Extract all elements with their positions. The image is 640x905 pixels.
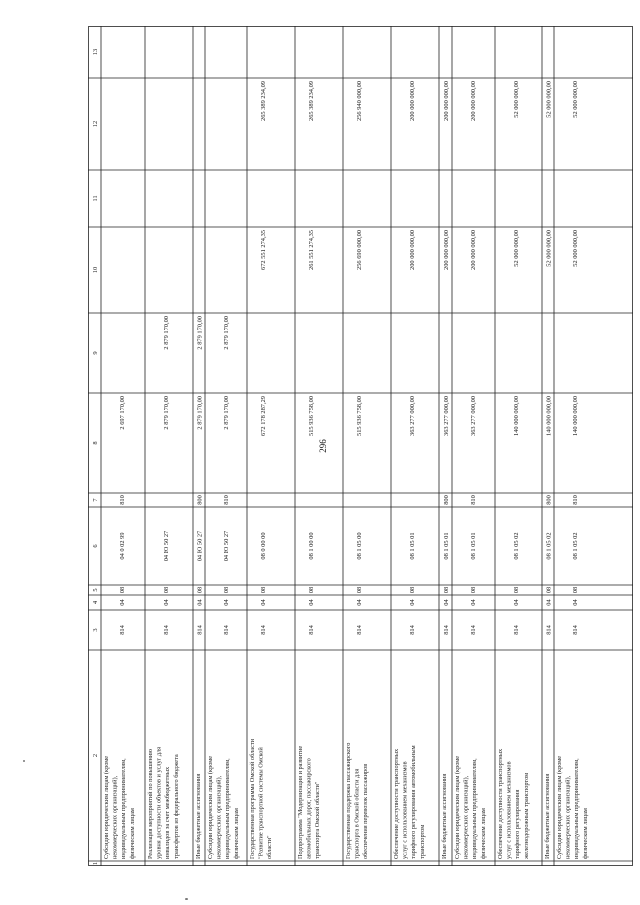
grbs-value: 814 xyxy=(119,625,126,635)
subsection-value: 08 xyxy=(260,586,267,594)
col-10-value: 52 000 000,00 xyxy=(572,230,579,267)
target-article-value: 08 1 00 00 xyxy=(308,532,315,560)
item-name-line: некоммерческих организаций), xyxy=(564,775,572,859)
target-article-value: 08 0 00 00 xyxy=(260,532,267,560)
subsection-value: 08 xyxy=(470,586,477,594)
grbs-value: 814 xyxy=(260,625,267,635)
col-8-value: 2 879 170,00 xyxy=(163,396,170,430)
section-value: 04 xyxy=(409,599,416,606)
item-name-line: индивидуальным предпринимателям, xyxy=(120,758,128,859)
col-10-value: 261 551 274,35 xyxy=(308,230,315,270)
item-name-line: уровня доступности объектов и услуг для xyxy=(155,746,163,859)
col-10-value: 52 000 000,00 xyxy=(545,230,553,267)
col-9-value: 2 879 170,00 xyxy=(163,316,170,350)
table-row xyxy=(249,81,273,859)
col-8-value: 140 000 000,00 xyxy=(545,396,553,436)
item-name-line: индивидуальным предпринимателям, xyxy=(573,758,581,859)
column-number: 6 xyxy=(92,544,99,548)
subsection-value: 08 xyxy=(545,586,553,594)
section-value: 04 xyxy=(196,599,204,606)
section-value: 04 xyxy=(356,599,363,606)
item-name-line: автомобильных дорог, пассажирского xyxy=(305,758,313,859)
table-row xyxy=(441,81,450,859)
target-article-value: 08 1 05 01 xyxy=(442,532,450,560)
item-name-line: Субсидии юридическим лицам (кроме xyxy=(556,755,563,859)
column-number: 8 xyxy=(92,441,99,445)
table-row xyxy=(497,81,530,860)
column-number: 5 xyxy=(92,588,99,592)
item-name-line: "Развитие транспортной системы Омской xyxy=(257,747,265,859)
item-name-line: некоммерческих организаций), xyxy=(215,775,223,859)
column-number: 2 xyxy=(92,753,99,758)
item-name-line: транспортом xyxy=(418,824,426,859)
expense-type-value: 800 xyxy=(545,495,553,505)
col-10-value: 200 000 000,00 xyxy=(442,230,450,270)
col-8-value: 140 000 000,00 xyxy=(513,396,520,436)
table-row xyxy=(454,81,487,859)
expense-type-value: 810 xyxy=(119,495,126,505)
table-row xyxy=(345,81,369,859)
section-value: 04 xyxy=(308,599,315,606)
column-number: 3 xyxy=(92,628,99,632)
table-row xyxy=(207,316,240,859)
col-9-value: 2 879 170,00 xyxy=(223,316,230,350)
grbs-value: 814 xyxy=(163,625,170,635)
item-name-line: тарифного регулирования автомобильным xyxy=(410,745,418,859)
item-name-line: Иные бюджетные ассигнования xyxy=(544,773,551,859)
col-10-value: 200 000 000,00 xyxy=(470,230,477,270)
item-name-line: обеспечения перевозок пассажиров xyxy=(362,763,370,859)
scan-speck xyxy=(23,760,25,762)
item-name-line: трансфертов из федерального бюджета xyxy=(172,754,180,859)
expense-type-value: 810 xyxy=(470,495,477,505)
item-name-line: индивидуальным предпринимателям, xyxy=(471,758,479,859)
section-value: 04 xyxy=(572,599,579,606)
grbs-value: 814 xyxy=(545,625,553,635)
item-name-line: физическим лицам xyxy=(128,808,136,859)
table-row xyxy=(556,81,589,859)
scan-speck xyxy=(185,898,188,900)
target-article-value: 08 1 05 02 xyxy=(545,532,553,560)
grbs-value: 814 xyxy=(356,625,363,635)
table-row xyxy=(297,81,321,859)
subsection-value: 08 xyxy=(196,586,204,594)
col-8-value: 363 277 000,00 xyxy=(409,396,416,436)
item-name-line: Реализация мероприятий по повышению xyxy=(147,749,154,859)
col-8-value: 2 879 170,00 xyxy=(196,396,204,430)
grbs-value: 814 xyxy=(442,625,450,635)
table-row xyxy=(544,81,552,859)
column-number: 4 xyxy=(92,600,99,605)
column-number: 13 xyxy=(92,48,99,56)
item-name-line: Государственная поддержка пассажирского xyxy=(345,742,352,859)
item-name-line: услуг с использованием механизмов xyxy=(401,761,409,859)
item-name-line: физическим лицам xyxy=(581,808,589,859)
table-border xyxy=(89,27,633,866)
col-12-value: 256 940 000,00 xyxy=(356,81,363,121)
item-name-line: физическим лицам xyxy=(479,808,487,859)
col-12-value: 265 389 234,09 xyxy=(308,81,315,121)
target-article-value: 08 1 05 00 xyxy=(356,532,363,560)
column-number: 10 xyxy=(92,266,99,274)
grbs-value: 814 xyxy=(409,625,416,635)
subsection-value: 08 xyxy=(572,586,579,594)
expense-type-value: 800 xyxy=(442,495,450,505)
expense-type-value: 800 xyxy=(196,495,204,505)
item-name-line: некоммерческих организаций), xyxy=(111,775,119,859)
col-10-value: 52 000 000,00 xyxy=(513,230,520,267)
col-8-value: 363 277 000,00 xyxy=(470,396,477,436)
item-name-line: транспорта Омской области" xyxy=(314,781,322,859)
grbs-value: 814 xyxy=(572,625,579,635)
col-8-value: 363 277 000,00 xyxy=(442,396,450,436)
target-article-value: 04 0 02 99 xyxy=(119,532,126,560)
section-value: 04 xyxy=(260,599,267,606)
col-8-value: 140 000 000,00 xyxy=(572,396,579,436)
section-value: 04 xyxy=(119,599,126,606)
item-name-line: Подпрограмма "Модернизация и развитие xyxy=(297,745,304,859)
target-article-value: 04 Ю 50 27 xyxy=(223,530,230,562)
col-8-value: 515 936 758,00 xyxy=(308,396,315,436)
item-name-line: Обеспечение доступности транспортных xyxy=(393,748,400,859)
page-number: 296 xyxy=(318,439,328,453)
table-row xyxy=(195,316,203,859)
column-number: 12 xyxy=(92,120,99,128)
subsection-value: 08 xyxy=(308,586,315,594)
grbs-value: 814 xyxy=(196,625,204,635)
subsection-value: 08 xyxy=(223,586,230,594)
expense-type-value: 810 xyxy=(223,495,230,505)
grbs-value: 814 xyxy=(308,625,315,635)
column-number: 11 xyxy=(92,195,99,202)
col-8-value: 515 936 758,00 xyxy=(356,396,363,436)
item-name-line: физическим лицам xyxy=(232,808,240,859)
item-name-line: Иные бюджетные ассигнования xyxy=(441,773,448,859)
section-value: 04 xyxy=(223,599,230,606)
col-8-value: 2 697 170,00 xyxy=(119,396,126,430)
target-article-value: 04 Ю 50 27 xyxy=(163,530,170,562)
item-name-line: транспорта в Омской области для xyxy=(353,768,361,859)
item-name-line: Обеспечение доступности транспортных xyxy=(497,748,504,859)
item-name-line: области" xyxy=(266,835,274,859)
item-name-line: железнодорожным транспортом xyxy=(522,772,530,859)
item-name-line: Государственная программа Омской области xyxy=(249,739,256,859)
table-row xyxy=(147,316,180,859)
col-12-value: 200 000 000,00 xyxy=(409,81,416,121)
target-article-value: 08 1 05 01 xyxy=(409,532,416,560)
section-value: 04 xyxy=(545,599,553,606)
section-value: 04 xyxy=(470,599,477,606)
grbs-value: 814 xyxy=(513,625,520,635)
target-article-value: 04 Ю 50 27 xyxy=(196,530,204,562)
subsection-value: 08 xyxy=(119,586,126,594)
table-grid xyxy=(88,26,633,866)
target-article-value: 08 1 05 01 xyxy=(470,532,477,560)
item-name-line: Субсидии юридическим лицам (кроме xyxy=(103,755,110,859)
col-12-value: 52 000 000,00 xyxy=(513,81,520,118)
subsection-value: 08 xyxy=(513,586,520,594)
item-name-line: тарифного регулирования xyxy=(514,789,522,859)
col-12-value: 265 389 234,09 xyxy=(260,81,267,121)
column-number: 1 xyxy=(92,861,99,866)
item-name-line: некоммерческих организаций), xyxy=(462,775,470,859)
item-name-line: индивидуальным предпринимателям, xyxy=(224,758,232,859)
budget-table xyxy=(88,26,633,866)
col-12-value: 52 000 000,00 xyxy=(545,81,553,118)
target-article-value: 08 1 05 02 xyxy=(513,532,520,560)
col-12-value: 200 000 000,00 xyxy=(470,81,477,121)
col-8-value: 2 879 170,00 xyxy=(223,396,230,430)
item-name-line: услуг с использованием механизмов xyxy=(505,761,513,859)
col-9-value: 2 879 170,00 xyxy=(196,316,204,350)
section-value: 04 xyxy=(163,599,170,606)
col-12-value: 52 000 000,00 xyxy=(572,81,579,118)
subsection-value: 08 xyxy=(409,586,416,594)
col-10-value: 256 690 000,00 xyxy=(356,230,363,270)
subsection-value: 08 xyxy=(356,586,363,594)
item-name-line: Субсидии юридическим лицам (кроме xyxy=(207,755,214,859)
target-article-value: 08 1 05 02 xyxy=(572,532,579,560)
item-name-line: инвалидов за счет межбюджетных xyxy=(164,766,172,859)
item-name-line: Иные бюджетные ассигнования xyxy=(195,773,202,859)
col-10-value: 672 551 274,35 xyxy=(260,230,267,270)
grbs-value: 814 xyxy=(470,625,477,635)
col-12-value: 200 000 000,00 xyxy=(442,81,450,121)
column-number: 7 xyxy=(92,498,99,502)
item-name-line: Субсидии юридическим лицам (кроме xyxy=(454,755,461,859)
section-value: 04 xyxy=(513,599,520,606)
table-row xyxy=(103,396,136,859)
subsection-value: 08 xyxy=(442,586,450,594)
subsection-value: 08 xyxy=(163,586,170,594)
col-10-value: 200 000 000,00 xyxy=(409,230,416,270)
section-value: 04 xyxy=(442,599,450,606)
column-number: 9 xyxy=(92,351,99,355)
table-row xyxy=(393,81,426,859)
col-8-value: 672 178 287,29 xyxy=(260,396,267,436)
expense-type-value: 810 xyxy=(572,495,579,505)
grbs-value: 814 xyxy=(223,625,230,635)
